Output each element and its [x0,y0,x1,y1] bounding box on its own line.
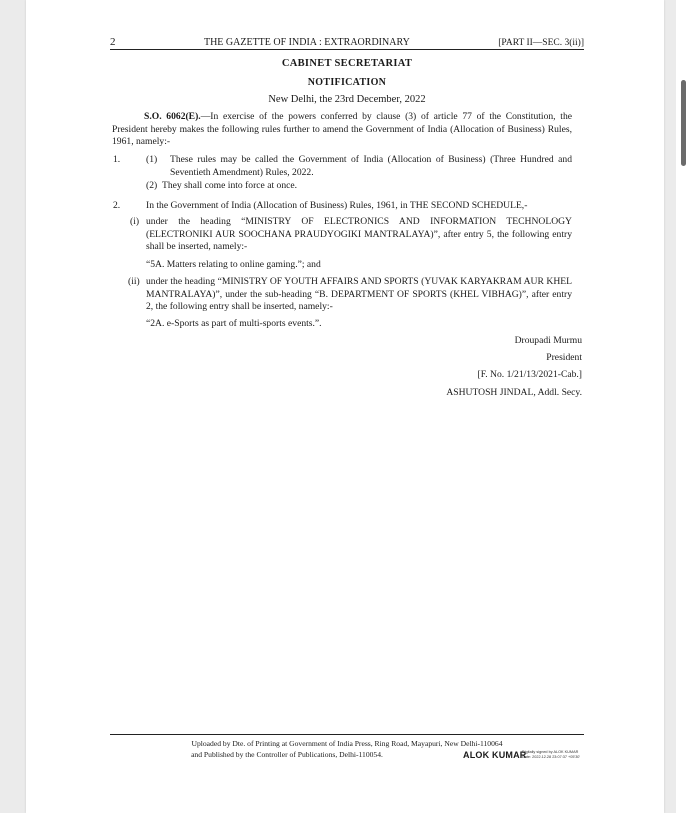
digital-signature-note [522,750,580,759]
gazette-title: THE GAZETTE OF INDIA : EXTRAORDINARY [203,37,410,48]
clause-i-label: (i) [130,216,140,227]
rule-1-1-text: These rules may be called the Government of India (Allocation of Business) (Three Hundred and Seventieth Amendment) Rules, 2022. [170,154,572,178]
rule-1-2-text: They shall come into force at once. [161,180,298,191]
scrollbar-thumb[interactable] [681,80,686,166]
rule-2-number: 2. [113,200,121,211]
gazette-header [110,36,584,50]
signatory-title: President [546,352,582,363]
part-section: [PART II—SEC. 3(ii)] [498,38,584,48]
so-number: S.O. 6062(E). [144,111,201,122]
notice-type: NOTIFICATION [307,77,387,88]
digital-note-line-2: Date: 2022.12.28 23:07:37 +05'30' [522,754,581,759]
preamble-paragraph [112,111,572,149]
clause-ii-entry: “2A. e-Sports as part of multi-sports events.”. [146,318,322,329]
rule-1-1-label: (1) [146,154,158,165]
clause-ii-label: (ii) [128,276,140,287]
department-title: CABINET SECRETARIAT [281,58,413,69]
vertical-scrollbar[interactable] [676,0,690,813]
clause-ii-text: under the heading “MINISTRY OF YOUTH AFFAIRS AND SPORTS (YUVAK KARYAKRAM AUR KHEL MANTRALAYA)”, under the sub-heading “B. DEPARTMENT OF SPORTS (KHEL VIBHAG)”, after entry 2, the following entry shall be inserted, namely:- [146,276,572,312]
page-number: 2 [110,36,116,48]
rule-2-text: In the Government of India (Allocation of Business) Rules, 1961, in THE SECOND SCHEDULE,- [146,200,528,211]
rule-1-2-label: (2) [146,180,158,191]
digital-signer-name: ALOK KUMAR [463,750,527,760]
rule-1-number: 1. [113,154,121,165]
secretary-name: ASHUTOSH JINDAL, Addl. Secy. [446,387,582,398]
clause-i-entry: “5A. Matters relating to online gaming.”; and [146,259,321,270]
rule-1-2 [146,180,572,193]
place-date: New Delhi, the 23rd December, 2022 [268,94,426,105]
clause-i-text: under the heading “MINISTRY OF ELECTRONICS AND INFORMATION TECHNOLOGY (ELECTRONIKI AUR SOOCHANA PRAUDYOGIKI MANTRALAYA)”, after entry 5, the following entry shall be inserted, namely:- [146,216,572,252]
preamble-text: —In exercise of the powers conferred by clause (3) of article 77 of the Constitution, the President hereby makes the following rules further to amend the Government of India (Allocation of Business) Rules, 1961, namely:- [112,111,573,147]
footer-line-1: Uploaded by Dte. of Printing at Government of India Press, Ring Road, Mayapuri, New Delhi-110064 [191,739,503,748]
footer-divider [110,734,584,735]
digital-note-line-1: Digitally signed by ALOK KUMAR [522,750,579,754]
footer-line-2: and Published by the Controller of Publications, Delhi-110054. [191,750,383,759]
file-number: [F. No. 1/21/13/2021-Cab.] [477,369,582,380]
signatory-name: Droupadi Murmu [514,335,582,346]
